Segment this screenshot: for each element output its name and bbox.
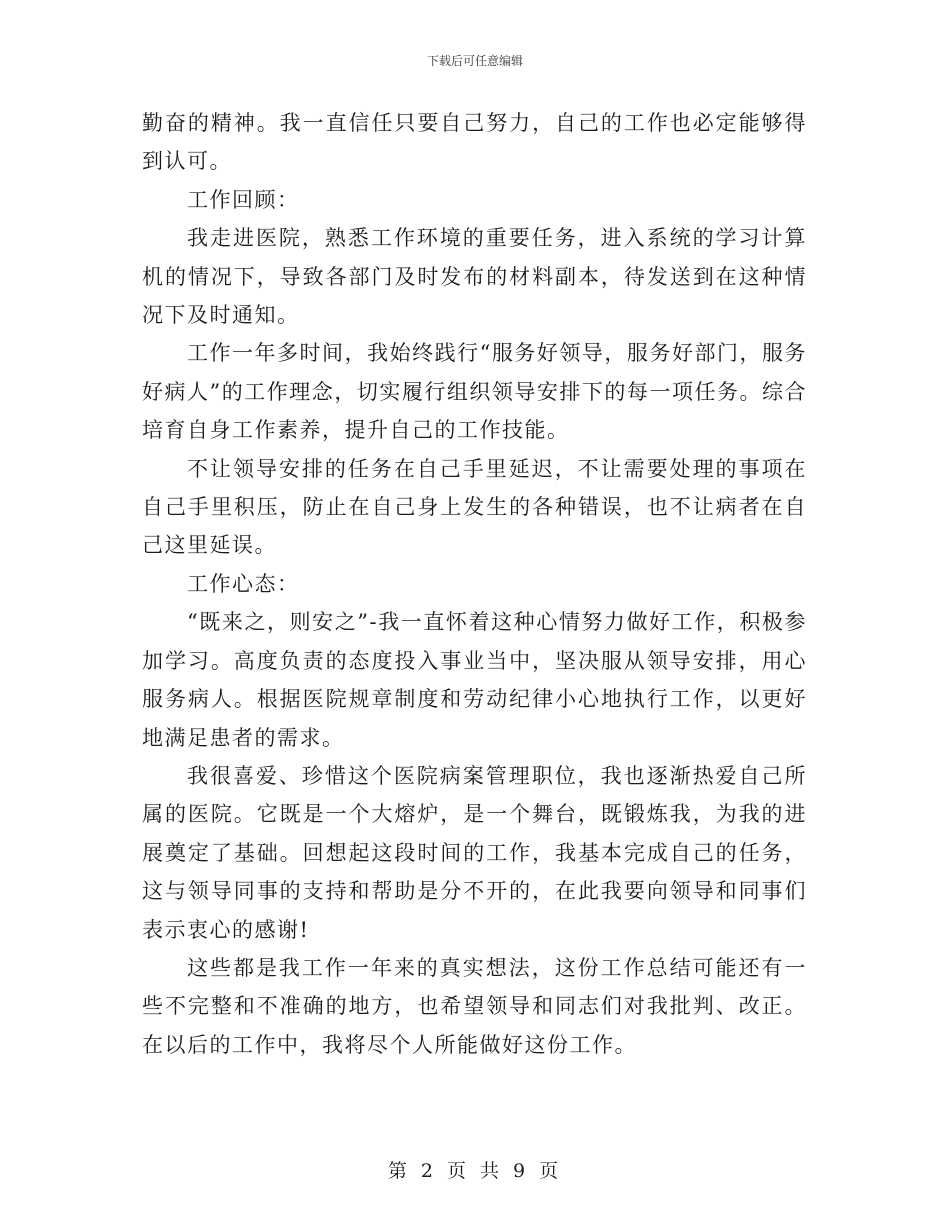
paragraph: 工作一年多时间，我始终践行“服务好领导，服务好部门，服务好病人”的工作理念，切实履行组织领导安排下的每一项任务。综合培育自身工作素养，提升自己的工作技能。 — [142, 341, 807, 443]
paragraph: 我很喜爱、珍惜这个医院病案管理职位，我也逐渐热爱自己所属的医院。它既是一个大熔炉，是一个舞台，既锻炼我，为我的进展奠定了基础。回想起这段时间的工作，我基本完成自己的任务，这与领导同事的支持和帮助是分不开的，在此我要向领导和同事们表示衷心的感谢! — [142, 763, 807, 942]
page-number: 第 2 页 共 9 页 — [387, 1160, 563, 1182]
header-note: 下载后可任意编辑 — [426, 54, 523, 68]
paragraph-continuation: 勤奋的精神。我一直信任只要自己努力，自己的工作也必定能够得到认可。 — [142, 111, 807, 174]
paragraph: 这些都是我工作一年来的真实想法，这份工作总结可能还有一些不完整和不准确的地方，也希望领导和同志们对我批判、改正。在以后的工作中，我将尽个人所能做好这份工作。 — [142, 955, 807, 1057]
section-heading-work-attitude: 工作心态： — [187, 571, 300, 596]
section-heading-work-review: 工作回顾： — [187, 187, 300, 212]
paragraph: 不让领导安排的任务在自己手里延迟，不让需要处理的事项在自己手里积压，防止在自己身上发生的各种错误，也不让病者在自己这里延误。 — [142, 456, 807, 558]
paragraph: “既来之，则安之”-我一直怀着这种心情努力做好工作，积极参加学习。高度负责的态度投入事业当中，坚决服从领导安排，用心服务病人。根据医院规章制度和劳动纪律小心地执行工作，以更好地满足患者的需求。 — [142, 610, 807, 750]
document-body — [142, 104, 807, 1064]
paragraph: 我走进医院，熟悉工作环境的重要任务，进入系统的学习计算机的情况下，导致各部门及时发布的材料副本，待发送到在这种情况下及时通知。 — [142, 226, 807, 328]
